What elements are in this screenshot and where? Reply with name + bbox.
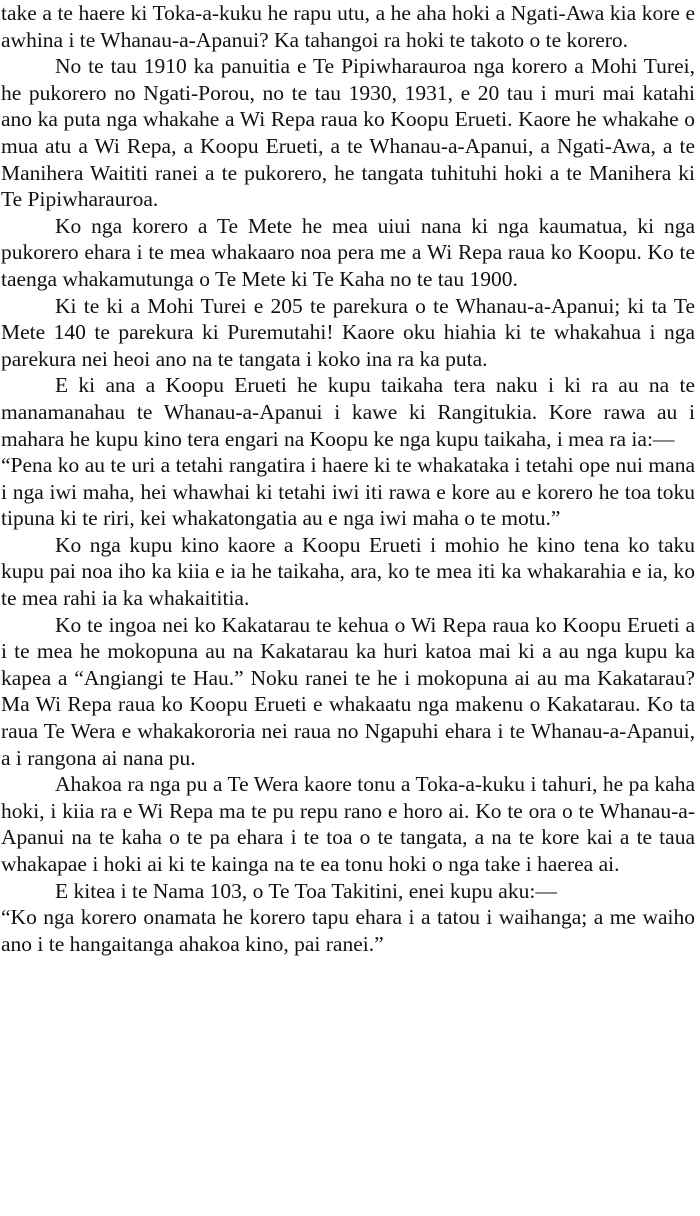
paragraph-kupu-kino: Ko nga kupu kino kaore a Koopu Erueti i mohio he kino tena ko taku kupu pai noa iho ka kiia e ia he taikaha, ara, ko te mea iti ka whakarahia e ia, ko te mea rahi ia ka whakaititia. — [1, 532, 695, 611]
paragraph-continuation: take a te haere ki Toka-a-kuku he rapu utu, a he aha hoki a Ngati-Awa kia kore e awhina i te Whanau-a-Apanui? Ka tahangoi ra hoki te takoto o te korero. — [1, 1, 695, 52]
block-quote-onamata: “Ko nga korero onamata he korero tapu ehara i a tatou i waihanga; a me waiho ano i te hangaitanga ahakoa kino, pai ranei.” — [1, 905, 695, 956]
paragraph-mohi-turei: No te tau 1910 ka panuitia e Te Pipiwharauroa nga korero a Mohi Turei, he pukorero no Ngati-Porou, no te tau 1930, 1931, e 20 tau i muri mai katahi ano ka puta nga whakahe a Wi Repa raua ko Koopu Erueti. Kaore he whakahe o mua atu a Wi Repa, a Koopu Erueti, a te Whanau-a-Apanui, a Ngati-Awa, a te Manihera Waititi ranei a te pukorero, he tangata tuhituhi hoki a te Manihera ki Te Pipiwharauroa. — [1, 54, 695, 212]
paragraph-koopu-erueti: E ki ana a Koopu Erueti he kupu taikaha tera naku i ki ra au na te manamanahau te Whanau-a-Apanui i kawe ki Rangitukia. Kore rawa au i mahara he kupu kino tera engari na Koopu ke nga kupu taikaha, i mea ra ia:— — [1, 373, 695, 451]
paragraph-parekura: Ki te ki a Mohi Turei e 205 te parekura o te Whanau-a-Apanui; ki ta Te Mete 140 te parekura ki Puremutahi! Kaore oku hiahia ki te whakahua i nga parekura nei heoi ano na te tangata i koko ina ra ka puta. — [1, 293, 695, 371]
paragraph-kakatarau: Ko te ingoa nei ko Kakatarau te kehua o Wi Repa raua ko Koopu Erueti a i te mea he mokopuna au na Kakatarau ka huri katoa mai ki a au nga kupu ka kapea a “Angiangi te Hau.” Noku ranei te he i mokopuna ai au ma Kakatarau? Ma Wi Repa raua ko Koopu Erueti e whakaatu nga makenu o Kakatarau. Ko ta raua Te Wera e whakakororia nei raua no Ngapuhi ehara i te Whanau-a-Apanui, a i rangona ai nana pu. — [1, 612, 695, 770]
block-quote-tipuna: “Pena ko au te uri a tetahi rangatira i haere ki te whakataka i tetahi ope nui mana i nga iwi maha, hei whawhai ki tetahi iwi iti rawa e kore au e korero he toa toku tipuna ki te riri, kei whakatongatia au e nga iwi maha o te motu.” — [1, 453, 695, 531]
paragraph-nama-103: E kitea i te Nama 103, o Te Toa Takitini, enei kupu aku:— — [55, 878, 557, 903]
document-page — [1, 0, 695, 957]
paragraph-te-wera: Ahakoa ra nga pu a Te Wera kaore tonu a Toka-a-kuku i tahuri, he pa kaha hoki, i kiia ra e Wi Repa ma te pu repu rano e horo ai. Ko te ora o te Whanau-a-Apanui na te kaha o te pa ehara i te toa o te tangata, a na te kore kai a te taua whakapae i hoki ai ki te kainga na te ea tonu hoki o nga take i haerea ai. — [1, 772, 695, 876]
paragraph-te-mete: Ko nga korero a Te Mete he mea uiui nana ki nga kaumatua, ki nga pukorero ehara i te mea whakaaro noa pera me a Wi Repa raua ko Koopu. Ko te taenga whakamutunga o Te Mete ki Te Kaha no te tau 1900. — [1, 213, 695, 291]
